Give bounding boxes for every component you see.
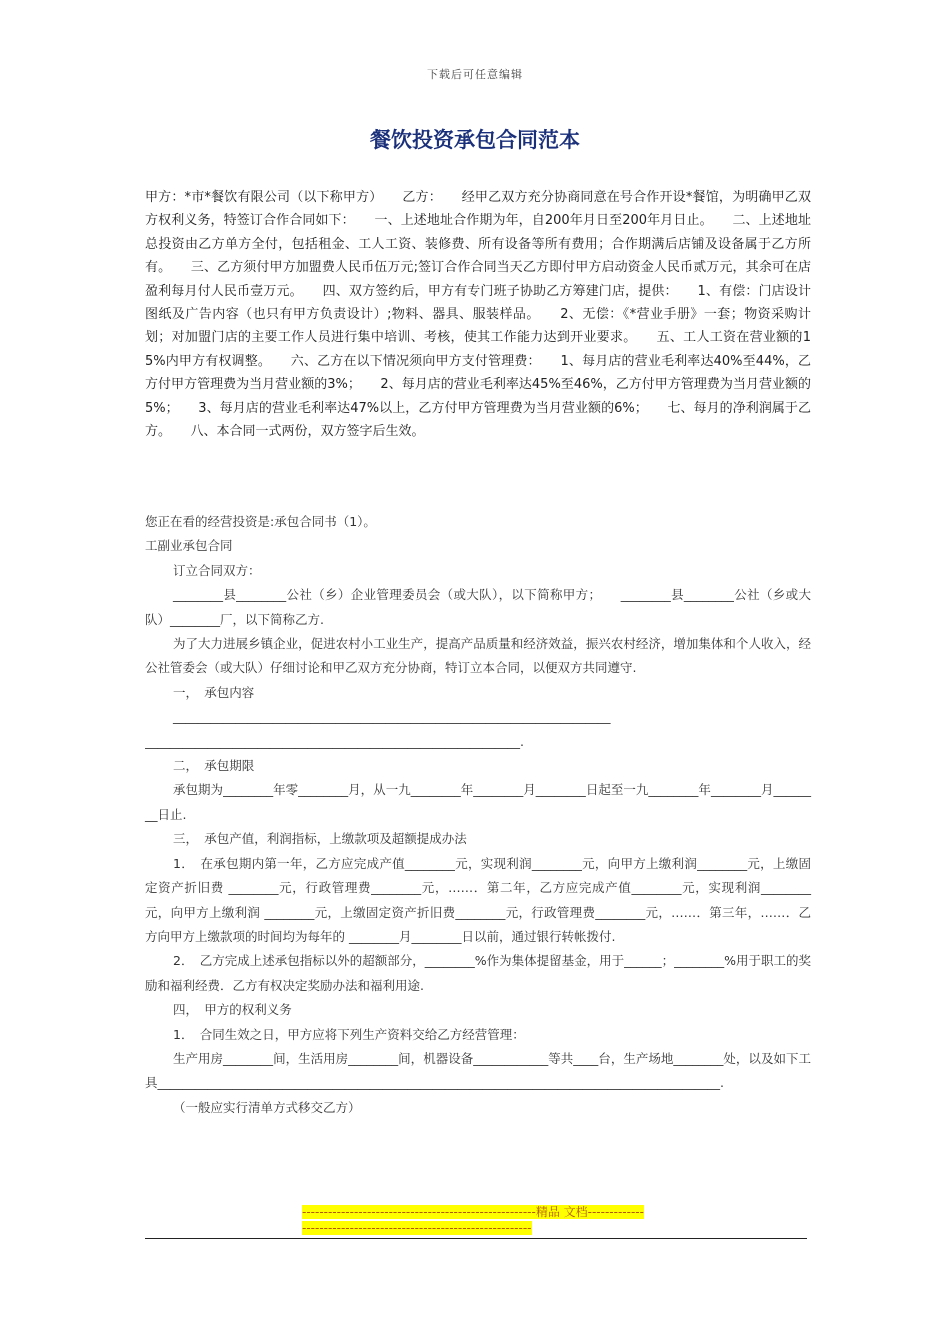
footer-rule — [145, 1238, 807, 1239]
item3-paragraph-1: 1． 在承包期内第一年，乙方应完成产值________元，实现利润________元，向甲方上缴利润________元，上缴固定资产折旧费 ________元，行政管理费________元，……．第二年，乙方应完成产值________元，实现利润________元，向甲方上缴利润 ________元，上缴固定资产折旧费________元，行政管理费________元，……．第三年，……．乙方向甲方上缴款项的时间均为每年的 ________月________日以前，通过银行转帐拨付. — [145, 855, 811, 944]
item2-text: 承包期为________年零________月，从一九________年________月________日起至一九________年________月________日止. — [145, 782, 811, 822]
item1-blank-b: ____________________________________________________________. — [145, 733, 524, 749]
item2-heading: 二， 承包期限 — [173, 758, 255, 774]
sub-document-title: 工副业承包合同 — [145, 538, 233, 554]
item1-blank-a: ______________________________________________________________________ — [173, 709, 611, 725]
item3-heading: 三， 承包产值，利润指标，上缴款项及超额提成办法 — [173, 831, 467, 847]
item4-heading: 四， 甲方的权利义务 — [173, 1002, 292, 1018]
viewing-note: 您正在看的经营投资是:承包合同书（1）。 — [145, 514, 376, 529]
item4-note: （一般应实行清单方式移交乙方） — [173, 1099, 361, 1115]
item4-paragraph-2: 生产用房________间，生活用房________间，机器设备____________等共____台，生产场地________处，以及如下工具__________________________________________________________________________________________. — [145, 1050, 811, 1091]
contract-body: 甲方：*市*餐饮有限公司（以下称甲方） 乙方： 经甲乙双方充分协商同意在号合作开设*餐馆，为明确甲乙双方权利义务，特签订合作合同如下： 一、上述地址合作期为年，自200年月日至200年月日止。 二、上述地址总投资由乙方单方全付，包括租金、工人工资、装修费、所有设备等所有费用；合作期满后店铺及设备属于乙方所有。 三、乙方须付甲方加盟费人民币伍万元;签订合作合同当天乙方即付甲方启动资金人民币贰万元，其余可在店盈利每月付人民币壹万元。 四、双方签约后，甲方有专门班子协助乙方筹建门店，提供： 1、有偿：门店设计图纸及广告内容（也只有甲方负责设计）;物料、器具、服装样品。 2、无偿：《*营业手册》一套；物资采购计划；对加盟门店的主要工作人员进行集中培训、考核，使其工作能力达到开业要求。 五、工人工资在营业额的15%内甲方有权调整。 六、乙方在以下情况须向甲方支付管理费： 1、每月店的营业毛利率达40%至44%，乙方付甲方管理费为当月营业额的3%； 2、每月店的营业毛利率达45%至46%，乙方付甲方管理费为当月营业额的5%； 3、每月店的营业毛利率达47%以上，乙方付甲方管理费为当月营业额的6%； 七、每月的净利润属于乙方。 八、本合同一式两份，双方签字后生效。 — [145, 190, 811, 440]
document-title: 餐饮投资承包合同范本 — [370, 128, 580, 152]
parties-text: ________县________公社（乡）企业管理委员会（或大队），以下简称甲方； ________县________公社（乡或大队）________厂，以下简称乙方. — [145, 587, 811, 627]
footer-text: ------------------------------------------------------精品 文档------------------------------------------------------------------ — [302, 1205, 644, 1235]
footer-banner — [302, 1204, 648, 1236]
item4-paragraph-1: 1． 合同生效之日，甲方应将下列生产资料交给乙方经营管理： — [173, 1026, 525, 1042]
parties-label: 订立合同双方： — [173, 562, 261, 578]
item3-paragraph-2: 2． 乙方完成上述承包指标以外的超额部分，________%作为集体提留基金，用于______；________%用于职工的奖励和福利经费．乙方有权决定奖励办法和福利用途. — [145, 953, 811, 993]
header-note: 下载后可任意编辑 — [427, 68, 523, 81]
item1-heading: 一， 承包内容 — [173, 684, 255, 700]
preamble: 为了大力进展乡镇企业，促进农村小工业生产，提高产品质量和经济效益，振兴农村经济，增加集体和个人收入，经公社管委会（或大队）仔细讨论和甲乙双方充分协商，特订立本合同，以便双方共同遵守. — [145, 636, 811, 676]
section-2 — [145, 510, 811, 1120]
